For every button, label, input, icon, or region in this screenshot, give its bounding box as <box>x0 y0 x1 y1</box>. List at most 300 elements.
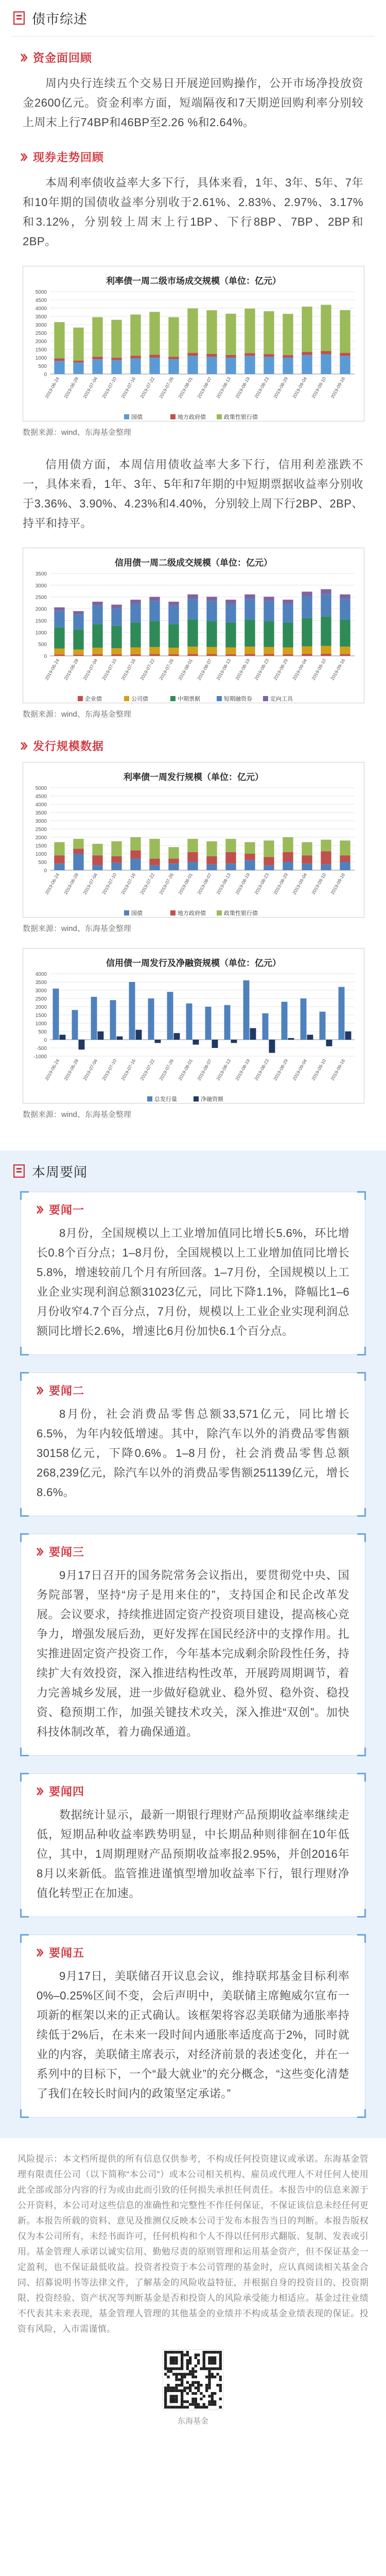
qr-module <box>164 2406 167 2409</box>
qr-module <box>167 2386 169 2389</box>
bar <box>72 1010 78 1040</box>
qr-module <box>178 2389 181 2392</box>
legend-label: 企业债 <box>85 696 102 702</box>
bar <box>206 621 217 647</box>
bar <box>302 618 312 647</box>
qr-module <box>214 2403 216 2405</box>
bar <box>111 605 121 608</box>
x-tick-label: 2019-08-23 <box>253 1058 270 1081</box>
qr-module <box>200 2392 202 2395</box>
bar <box>54 361 64 374</box>
bar <box>206 597 217 601</box>
y-tick-label: 1000 <box>35 630 47 636</box>
qr-module <box>208 2357 210 2359</box>
bar <box>149 601 160 621</box>
legend-label: 地方政府债 <box>178 910 206 917</box>
qr-module <box>175 2386 178 2389</box>
bar <box>321 865 331 870</box>
qr-module <box>195 2406 197 2409</box>
bar <box>168 859 179 864</box>
x-tick-label: 2019-09-10 <box>310 658 327 681</box>
news-title: 要闻一 <box>49 1204 85 1216</box>
bar <box>321 589 331 595</box>
bar <box>264 354 274 357</box>
x-tick-label: 2019-07-10 <box>101 658 118 681</box>
bar <box>111 608 121 626</box>
bar <box>111 856 121 863</box>
bar <box>326 1040 332 1046</box>
x-tick-label: 2019-07-16 <box>120 1058 137 1081</box>
qr-module <box>170 2386 172 2389</box>
qr-module <box>203 2362 205 2364</box>
bar <box>339 987 345 1040</box>
qr-module <box>191 2376 194 2378</box>
x-tick-label: 2019-08-01 <box>177 872 194 895</box>
bar <box>288 1038 294 1040</box>
news-title: 要闻四 <box>49 1785 85 1798</box>
y-tick-label: 1000 <box>35 852 47 857</box>
qr-module <box>186 2392 189 2395</box>
qr-module <box>191 2373 194 2376</box>
bar <box>225 623 236 648</box>
qr-module <box>219 2386 222 2389</box>
qr-module <box>183 2373 186 2376</box>
qr-module <box>219 2351 222 2353</box>
qr-module <box>164 2353 167 2356</box>
qr-module <box>216 2367 219 2370</box>
qr-module <box>205 2376 208 2378</box>
legend-label: 净融资额 <box>201 1096 223 1103</box>
qr-code[interactable] <box>163 2349 223 2410</box>
qr-module <box>186 2359 189 2362</box>
x-tick-label: 2019-06-28 <box>63 872 80 895</box>
qr-module <box>172 2367 175 2370</box>
bar <box>264 357 274 374</box>
qr-module <box>175 2357 178 2359</box>
bar <box>187 654 198 656</box>
qr-module <box>203 2357 205 2359</box>
qr-module <box>181 2365 183 2367</box>
bar <box>73 363 83 374</box>
qr-module <box>191 2398 194 2400</box>
qr-module <box>197 2381 200 2384</box>
bar <box>60 1035 66 1040</box>
qr-module <box>189 2359 191 2362</box>
qr-module <box>219 2359 222 2362</box>
qr-module <box>211 2398 214 2400</box>
qr-module <box>216 2384 219 2386</box>
news-card <box>21 1372 365 1516</box>
x-tick-label: 2019-07-26 <box>158 872 175 895</box>
legend-label: 短期融资券 <box>224 696 252 702</box>
bar <box>92 654 102 656</box>
x-tick-label: 2019-08-29 <box>272 376 289 399</box>
bar <box>212 1040 218 1048</box>
bar <box>92 855 102 865</box>
qr-module <box>178 2351 181 2353</box>
bar <box>302 654 312 656</box>
qr-module <box>195 2400 197 2403</box>
bar <box>340 855 350 862</box>
qr-module <box>216 2373 219 2376</box>
legend-label: 中期票据 <box>178 696 200 702</box>
bar <box>301 998 307 1040</box>
qr-module <box>189 2373 191 2376</box>
qr-module <box>164 2357 167 2359</box>
y-tick-label: 1500 <box>35 1013 47 1019</box>
bar <box>321 646 331 654</box>
qr-module <box>178 2367 181 2370</box>
qr-module <box>205 2367 208 2370</box>
x-tick-label: 2019-08-29 <box>272 1058 289 1081</box>
legend-swatch <box>217 414 222 419</box>
bar <box>168 357 179 359</box>
x-tick-label: 2019-07-22 <box>139 872 156 895</box>
legend-label: 政策性银行债 <box>224 414 258 420</box>
x-tick-label: 2019-08-23 <box>253 376 270 399</box>
legend-label: 公司债 <box>131 696 148 702</box>
bar <box>264 621 274 647</box>
x-tick-label: 2019-09-04 <box>291 376 308 399</box>
bar <box>206 654 217 656</box>
legend-label: 国债 <box>131 910 143 917</box>
qr-module <box>191 2403 194 2405</box>
y-tick-label: 3000 <box>35 988 47 994</box>
bar <box>168 624 179 648</box>
y-tick-label: 1500 <box>35 843 47 849</box>
qr-module <box>219 2367 222 2370</box>
news-section <box>0 1150 386 2138</box>
bar <box>225 654 236 656</box>
bar <box>79 1040 85 1049</box>
qr-module <box>175 2362 178 2364</box>
legend-swatch <box>124 696 129 701</box>
legend-label: 地方政府债 <box>178 414 206 420</box>
bar <box>187 852 198 862</box>
qr-module <box>214 2376 216 2378</box>
spot-paragraph-2: 信用债方面，本周信用债收益率大多下行，信用利差涨跌不一，具体来看，1年、3年、5年和7年期的中短期票据收益率分别收于3.36%、3.90%、4.23%和4.40%，分别较上周下行2BP、2BP、持平和持平。 <box>23 458 363 530</box>
bar <box>340 595 350 599</box>
qr-module <box>189 2403 191 2405</box>
x-tick-label: 2019-08-13 <box>215 658 232 681</box>
qr-module <box>195 2403 197 2405</box>
bar <box>149 654 160 656</box>
section-header-news <box>0 1150 386 1192</box>
bar <box>187 862 198 870</box>
x-tick-label: 2019-06-24 <box>44 872 61 895</box>
bar <box>302 352 312 355</box>
bar <box>340 862 350 870</box>
qr-module <box>219 2365 222 2367</box>
bar <box>168 606 179 624</box>
bar <box>302 855 312 863</box>
double-chevron-icon <box>37 1787 44 1796</box>
qr-module <box>189 2389 191 2392</box>
x-tick-label: 2019-08-29 <box>272 872 289 895</box>
qr-module <box>164 2389 167 2392</box>
bar <box>92 317 102 357</box>
bar <box>283 314 293 355</box>
qr-module <box>214 2367 216 2370</box>
qr-module <box>189 2370 191 2372</box>
bar <box>321 654 331 656</box>
qr-module <box>181 2357 183 2359</box>
qr-module <box>167 2351 169 2353</box>
bar <box>244 356 255 374</box>
qr-module <box>178 2384 181 2386</box>
qr-module <box>167 2384 169 2386</box>
divider <box>11 36 375 37</box>
qr-module <box>175 2367 178 2370</box>
bar <box>340 356 350 374</box>
bar <box>340 310 350 353</box>
y-tick-label: 3500 <box>35 571 47 577</box>
bar <box>244 854 255 860</box>
x-tick-label: 2019-08-29 <box>272 658 289 681</box>
bar <box>187 647 198 654</box>
qr-module <box>181 2398 183 2400</box>
bar <box>340 599 350 619</box>
bar <box>345 1031 352 1040</box>
y-tick-label: 2000 <box>35 339 47 345</box>
x-tick-label: 2019-06-24 <box>44 1058 61 1081</box>
y-tick-label: 2500 <box>35 827 47 833</box>
legend-label: 总发行量 <box>154 1096 177 1103</box>
subsection-header-funds <box>0 49 386 65</box>
bar <box>92 844 102 855</box>
bar <box>262 1013 269 1040</box>
bar <box>54 359 64 361</box>
bar <box>283 355 293 358</box>
bar <box>92 648 102 654</box>
bar <box>111 626 121 648</box>
qr-module <box>214 2400 216 2403</box>
qr-module <box>191 2381 194 2384</box>
bar <box>149 355 160 358</box>
y-tick-label: 3000 <box>35 323 47 328</box>
x-tick-label: 2019-08-07 <box>196 376 213 399</box>
chart-title: 利率债一周二级市场成交规模（单位：亿元） <box>106 276 281 286</box>
qr-module <box>208 2362 210 2364</box>
bar <box>148 998 154 1040</box>
qr-module <box>203 2367 205 2370</box>
qr-module <box>197 2359 200 2362</box>
double-chevron-icon <box>37 1386 44 1395</box>
bookmark-icon <box>13 11 25 25</box>
bar <box>92 606 102 624</box>
x-tick-label: 2019-09-04 <box>291 1058 308 1081</box>
subsection-header-spot <box>0 149 386 165</box>
double-chevron-icon <box>21 741 28 751</box>
bar <box>130 623 141 648</box>
bar <box>187 839 198 852</box>
bar <box>130 859 141 870</box>
x-tick-label: 2019-09-10 <box>310 872 327 895</box>
qr-module <box>167 2370 169 2372</box>
bar <box>193 1040 199 1045</box>
bar <box>54 649 64 654</box>
bar <box>149 647 160 654</box>
qr-module <box>167 2389 169 2392</box>
x-tick-label: 2019-06-28 <box>63 658 80 681</box>
bar <box>54 607 64 611</box>
bar <box>73 328 83 361</box>
qr-module <box>214 2351 216 2353</box>
bar <box>53 989 59 1040</box>
bar <box>264 654 274 656</box>
qr-module <box>211 2362 214 2364</box>
qr-module <box>208 2376 210 2378</box>
bar <box>168 648 179 654</box>
bar <box>283 648 293 654</box>
legend-swatch <box>263 696 268 701</box>
bar <box>73 630 83 650</box>
qr-module <box>203 2353 205 2356</box>
news-label <box>37 1382 349 1398</box>
qr-module <box>195 2357 197 2359</box>
x-tick-label: 2019-07-10 <box>101 1058 118 1081</box>
bar <box>111 360 121 374</box>
qr-module <box>211 2395 214 2397</box>
bar <box>225 839 236 852</box>
bar <box>244 860 255 870</box>
x-tick-label: 2019-06-24 <box>44 376 61 399</box>
y-tick-label: 1000 <box>35 355 47 361</box>
bar <box>244 595 255 599</box>
x-tick-label: 2019-08-19 <box>234 1058 251 1081</box>
double-chevron-icon <box>37 1547 44 1556</box>
qr-module <box>172 2357 175 2359</box>
bar <box>302 842 312 856</box>
qr-module <box>203 2406 205 2409</box>
legend-swatch <box>217 910 222 916</box>
qr-module <box>170 2395 172 2397</box>
qr-module <box>205 2384 208 2386</box>
chart-rate-bond-trading <box>23 266 364 421</box>
news-text: 9月17日召开的国务院常务会议指出，要贯彻党中央、国务院部署，坚持“房子是用来住的”，支持国企和民企改革发展。会议要求，持续推进固定资产投资项目建设，提高核心竞争力，增强发展后劲，更好发挥在国民经济中的支撑作用。扎实推进固定资产投资工作，今年基本完成剩余阶段性任务，持续扩大有效投资，深入推进结构性改革，开展跨周期调节，着力完善城乡发展，进一步做好稳就业、稳外贸、稳外资、稳投资、稳预期工作，加强关键技术攻关，深入推进“双创”。加快科技体制改革，着力确保通道。 <box>37 1569 349 1738</box>
bar <box>283 837 293 852</box>
y-tick-label: 2000 <box>35 1005 47 1010</box>
x-tick-label: 2019-06-28 <box>63 376 80 399</box>
qr-module <box>181 2381 183 2384</box>
qr-module <box>167 2367 169 2370</box>
bar <box>264 865 274 870</box>
bar <box>130 355 141 358</box>
qr-module <box>172 2389 175 2392</box>
chart-title: 信用债一周二级成交规模（单位：亿元） <box>115 558 272 568</box>
bar <box>130 359 141 374</box>
qr-module <box>203 2359 205 2362</box>
x-tick-label: 2019-08-23 <box>253 872 270 895</box>
qr-module <box>181 2392 183 2395</box>
bar <box>73 650 83 655</box>
qr-module <box>175 2406 178 2409</box>
legend-swatch <box>194 1096 199 1101</box>
bar <box>264 647 274 654</box>
news-card <box>21 1192 365 1355</box>
qr-module <box>186 2406 189 2409</box>
chart-title: 信用债一周发行及净融资规模（单位：亿元） <box>106 958 281 969</box>
y-tick-label: 5000 <box>35 290 47 295</box>
qr-module <box>181 2367 183 2370</box>
qr-module <box>191 2370 194 2372</box>
bar <box>149 621 160 647</box>
x-tick-label: 2019-07-16 <box>120 658 137 681</box>
y-tick-label: 4000 <box>35 306 47 312</box>
x-tick-label: 2019-08-13 <box>215 872 232 895</box>
x-tick-label: 2019-08-13 <box>215 1058 232 1081</box>
qr-module <box>164 2386 167 2389</box>
qr-module <box>211 2376 214 2378</box>
bar <box>340 620 350 647</box>
y-tick-label: 0 <box>44 372 47 378</box>
x-tick-label: 2019-08-19 <box>234 658 251 681</box>
bar <box>149 312 160 354</box>
qr-module <box>208 2395 210 2397</box>
bar <box>149 865 160 870</box>
qr-module <box>164 2359 167 2362</box>
qr-module <box>189 2362 191 2364</box>
qr-module <box>175 2398 178 2400</box>
qr-module <box>211 2357 214 2359</box>
bar <box>269 1040 275 1053</box>
x-tick-label: 2019-08-13 <box>215 376 232 399</box>
bar <box>54 628 64 649</box>
x-tick-label: 2019-07-04 <box>82 1058 99 1081</box>
bar <box>167 992 173 1040</box>
qr-module <box>175 2384 178 2386</box>
qr-module <box>208 2367 210 2370</box>
bar <box>283 358 293 374</box>
qr-module <box>181 2403 183 2405</box>
qr-module <box>205 2386 208 2389</box>
bar <box>283 623 293 648</box>
qr-module <box>167 2406 169 2409</box>
news-title: 要闻五 <box>49 1946 85 1959</box>
bar <box>264 597 274 601</box>
qr-module <box>203 2403 205 2405</box>
y-tick-label: 500 <box>38 1029 47 1035</box>
qr-module <box>170 2362 172 2364</box>
qr-module <box>191 2400 194 2403</box>
bar <box>250 1028 256 1040</box>
qr-module <box>195 2353 197 2356</box>
bar <box>110 1000 116 1040</box>
qr-module <box>178 2406 181 2409</box>
x-tick-label: 2019-09-10 <box>310 1058 327 1081</box>
qr-module <box>208 2373 210 2376</box>
qr-module <box>175 2351 178 2353</box>
qr-module <box>211 2392 214 2395</box>
qr-module <box>181 2395 183 2397</box>
double-chevron-icon <box>21 53 28 62</box>
qr-module <box>186 2353 189 2356</box>
qr-module <box>170 2359 172 2362</box>
bar <box>168 602 179 606</box>
qr-module <box>164 2403 167 2405</box>
qr-module <box>181 2406 183 2409</box>
y-tick-label: 500 <box>38 364 47 369</box>
y-tick-label: 1500 <box>35 618 47 624</box>
bar <box>149 859 160 866</box>
subsection-title: 发行规模数据 <box>33 740 104 753</box>
bar <box>224 1005 231 1040</box>
news-text: 8月份，社会消费品零售总额33,571亿元，同比增长6.5%，为年内较低增速。其中，除汽车以外的消费品零售额30158亿元，下降0.6%。1–8月份，社会消费品零售总额268,239亿元，除汽车以外的消费品零售额251139亿元，增长8.6%。 <box>37 1408 349 1499</box>
qr-module <box>195 2365 197 2367</box>
x-tick-label: 2019-08-07 <box>196 1058 213 1081</box>
qr-module <box>203 2365 205 2367</box>
bar <box>244 842 255 854</box>
